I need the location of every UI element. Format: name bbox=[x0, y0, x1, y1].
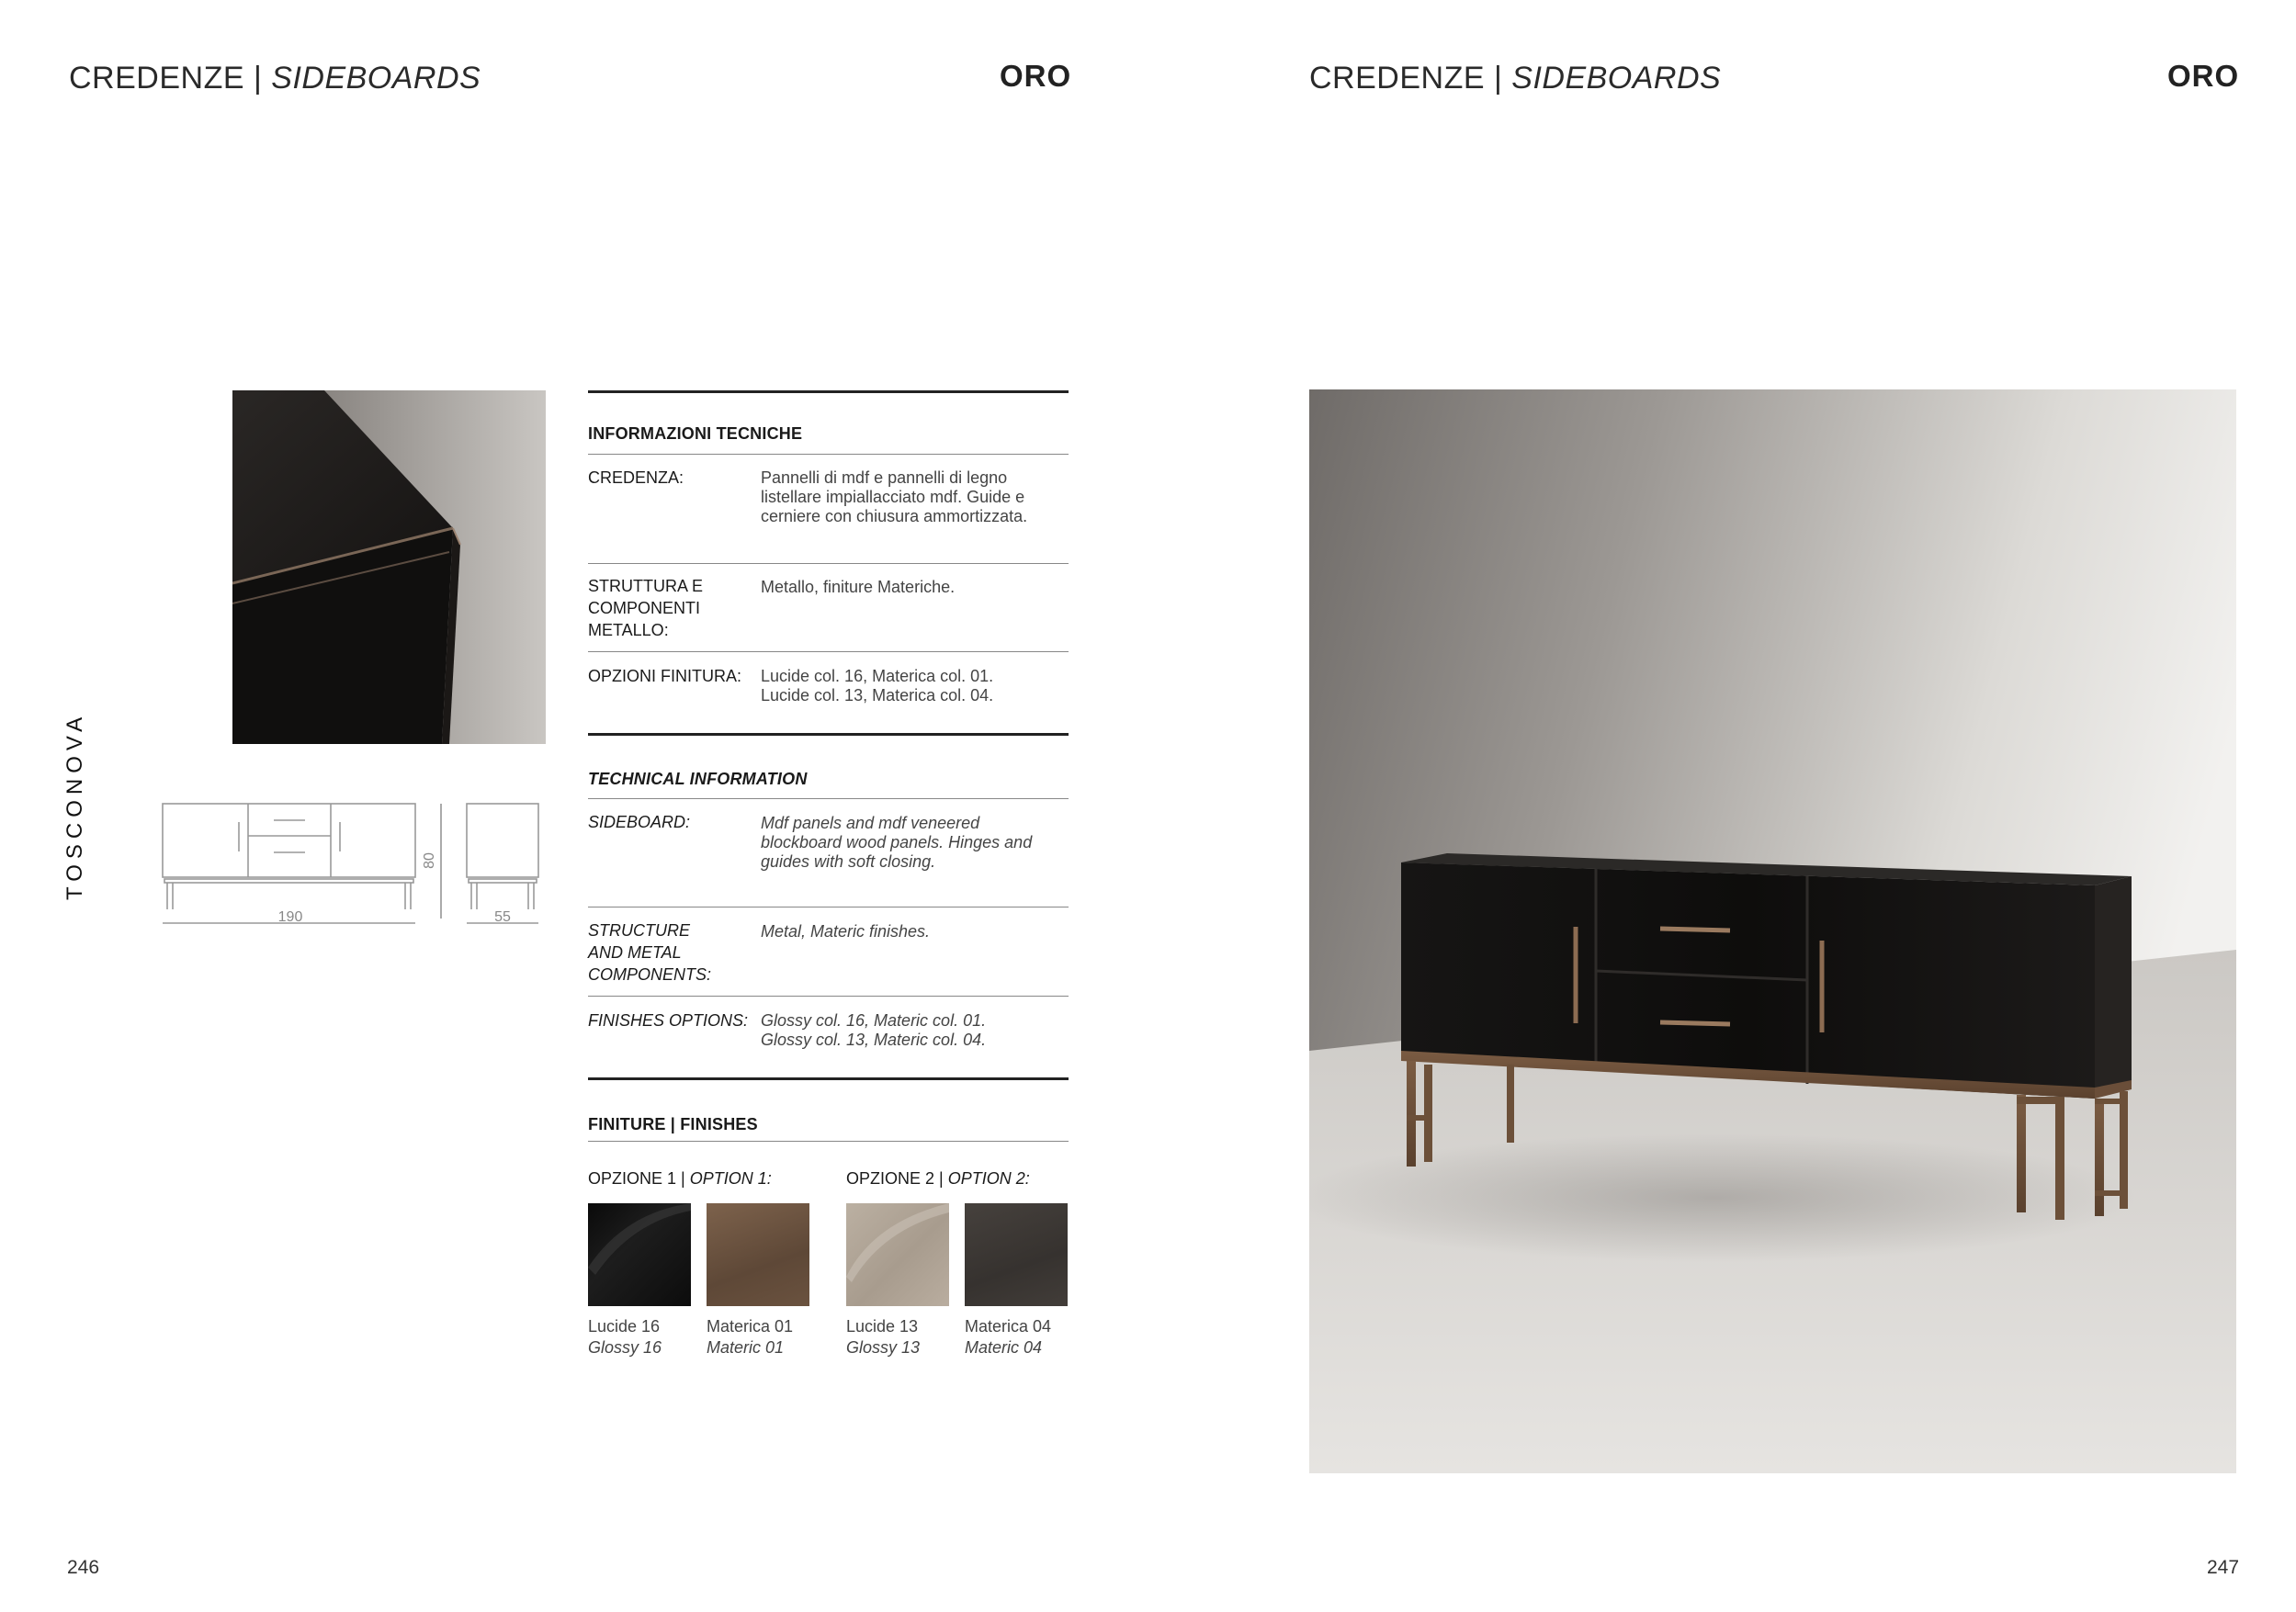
swatch-label-it: Lucide 13 bbox=[846, 1317, 919, 1336]
rule bbox=[588, 996, 1069, 997]
rule bbox=[588, 1141, 1069, 1142]
finishes-option-1 bbox=[588, 1167, 772, 1189]
rule bbox=[588, 651, 1069, 652]
rule bbox=[588, 454, 1069, 455]
finishes-title: FINITURE | FINISHES bbox=[588, 1115, 758, 1133]
header-category: CREDENZE bbox=[1309, 61, 1486, 96]
detail-photo bbox=[232, 390, 546, 744]
swatch-label bbox=[965, 1316, 1051, 1358]
swatch-label-it: Lucide 16 bbox=[588, 1317, 661, 1336]
rule bbox=[588, 563, 1069, 564]
swatch-label-en: Materic 01 bbox=[707, 1338, 785, 1357]
tech-en-title: TECHNICAL INFORMATION bbox=[588, 770, 808, 788]
tech-en-value: Mdf panels and mdf veneered blockboard wood panels. Hinges and guides with soft closing. bbox=[761, 814, 1033, 871]
dim-depth: 55 bbox=[494, 909, 511, 925]
swatch-label-en: Glossy 16 bbox=[588, 1338, 662, 1357]
right-brand: ORO bbox=[2167, 59, 2240, 93]
left-brand: ORO bbox=[1000, 59, 1072, 93]
header-separator: | bbox=[244, 61, 272, 96]
tech-en-value: Glossy col. 16, Materic col. 01. Glossy col. 13, Materic col. 04. bbox=[761, 1011, 987, 1049]
tech-it-value: Metallo, finiture Materiche. bbox=[761, 578, 956, 596]
technical-drawing bbox=[156, 795, 551, 932]
swatch-label bbox=[707, 1316, 793, 1358]
rule bbox=[588, 1077, 1069, 1080]
swatch-label bbox=[588, 1316, 662, 1358]
product-photo bbox=[1309, 389, 2236, 1473]
header-separator: | bbox=[1485, 61, 1512, 96]
header-category-en: SIDEBOARDS bbox=[271, 61, 481, 96]
right-header bbox=[1309, 61, 1721, 96]
dim-height: 80 bbox=[422, 852, 437, 869]
left-header bbox=[69, 61, 481, 96]
header-category: CREDENZE bbox=[69, 61, 245, 96]
swatch-materica-01 bbox=[707, 1203, 809, 1306]
option-2-it: OPZIONE 2 | bbox=[846, 1169, 948, 1188]
product-name-vertical: TOSCONOVA bbox=[62, 711, 87, 900]
tech-it-title: INFORMAZIONI TECNICHE bbox=[588, 424, 803, 443]
swatch-lucide-16 bbox=[588, 1203, 691, 1306]
option-1-en: OPTION 1: bbox=[689, 1169, 772, 1188]
tech-en-value: Metal, Materic finishes. bbox=[761, 922, 931, 941]
rule bbox=[588, 733, 1069, 736]
rule bbox=[588, 798, 1069, 799]
tech-en-label: SIDEBOARD: bbox=[588, 813, 691, 831]
page-number-right: 247 bbox=[2207, 1557, 2240, 1578]
swatch-label-it: Materica 04 bbox=[965, 1317, 1052, 1336]
swatch-lucide-13 bbox=[846, 1203, 949, 1306]
swatch-materica-04 bbox=[965, 1203, 1068, 1306]
swatch-label-it: Materica 01 bbox=[707, 1317, 794, 1336]
swatch-label bbox=[846, 1316, 920, 1358]
tech-en-label: FINISHES OPTIONS: bbox=[588, 1011, 749, 1030]
tech-it-value: Pannelli di mdf e pannelli di legno listellare impiallacciato mdf. Guide e cerniere con chiusura ammortizzata. bbox=[761, 468, 1028, 525]
tech-it-value: Lucide col. 16, Materica col. 01. Lucide col. 13, Materica col. 04. bbox=[761, 667, 994, 705]
option-1-it: OPZIONE 1 | bbox=[588, 1169, 690, 1188]
dim-width: 190 bbox=[277, 909, 303, 925]
finishes-option-2 bbox=[846, 1167, 1030, 1189]
tech-it-label: STRUTTURA E COMPONENTI METALLO: bbox=[588, 577, 704, 639]
option-2-en: OPTION 2: bbox=[947, 1169, 1030, 1188]
rule bbox=[588, 390, 1069, 393]
page-number-left: 246 bbox=[67, 1557, 100, 1578]
tech-it-label: OPZIONI FINITURA: bbox=[588, 667, 742, 685]
swatch-label-en: Glossy 13 bbox=[846, 1338, 921, 1357]
header-category-en: SIDEBOARDS bbox=[1511, 61, 1722, 96]
tech-en-label: STRUCTURE AND METAL COMPONENTS: bbox=[588, 921, 712, 984]
swatch-label-en: Materic 04 bbox=[965, 1338, 1043, 1357]
tech-it-label: CREDENZA: bbox=[588, 468, 684, 487]
